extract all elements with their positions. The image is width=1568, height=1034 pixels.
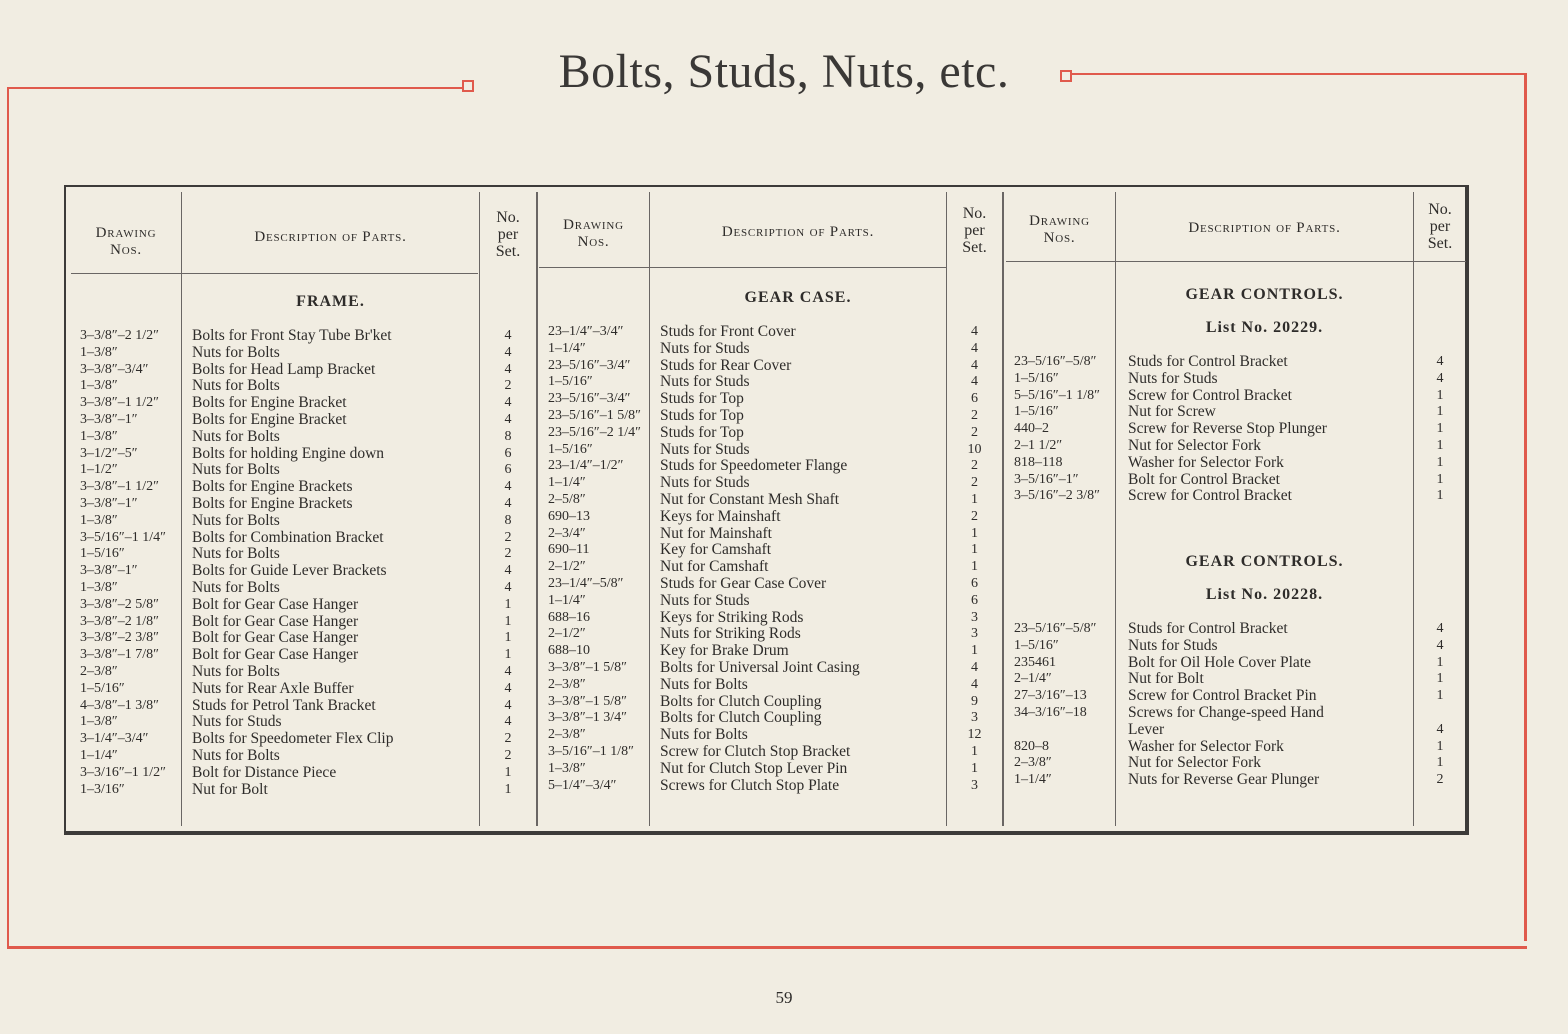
part-description: Nuts for Bolts — [660, 675, 748, 693]
drawing-number: 1–3/8″ — [80, 378, 118, 394]
drawing-number: 3–3/8″–1 5/8″ — [548, 693, 627, 709]
part-description: Nuts for Bolts — [192, 579, 280, 596]
part-description: Nut for Mainshaft — [660, 524, 772, 542]
quantity-per-set: 4 — [971, 374, 978, 390]
part-description: Studs for Front Cover — [660, 323, 796, 340]
quantity-per-set: 1 — [1436, 387, 1444, 403]
drawing-number: 1–3/8″ — [80, 714, 118, 730]
drawing-number: 3–3/8″–3/4″ — [80, 361, 149, 377]
part-description: Nuts for Bolts — [192, 377, 280, 395]
quantity-per-set: 4 — [504, 496, 512, 511]
drawing-number: 1–5/16″ — [1014, 370, 1059, 386]
quantity-per-set: 1 — [1436, 421, 1444, 437]
drawing-number: 3–3/8″–1″ — [80, 496, 138, 511]
quantity-per-set: 1 — [971, 542, 978, 558]
drawing-number: 1–5/16″ — [80, 680, 125, 696]
drawing-number: 690–11 — [548, 542, 590, 558]
part-description: Nut for Clutch Stop Lever Pin — [660, 759, 848, 777]
quantity-per-set: 6 — [971, 576, 978, 591]
part-description: Washer for Selector Fork — [1128, 453, 1284, 471]
drawing-number: 688–10 — [548, 643, 590, 659]
drawing-number: 2–3/4″ — [548, 525, 586, 541]
drawing-number: 3–3/8″–1 5/8″ — [548, 660, 627, 675]
part-description: Bolts for Engine Brackets — [192, 495, 353, 512]
quantity-per-set: 8 — [504, 428, 512, 444]
quantity-per-set: 1 — [1436, 454, 1444, 470]
quantity-per-set: 10 — [967, 441, 982, 457]
drawing-number: 2–3/8″ — [1014, 755, 1052, 771]
part-description: Bolt for Gear Case Hanger — [192, 612, 359, 630]
part-description: Nuts for Bolts — [192, 343, 280, 361]
part-description: Nuts for Bolts — [192, 545, 280, 563]
drawing-number: 5–1/4″–3/4″ — [548, 777, 617, 793]
drawing-number: 1–1/4″ — [548, 592, 586, 608]
drawing-number: 3–3/8″–1″ — [80, 412, 138, 427]
section-title-gear-case: GEAR CASE. — [744, 289, 852, 306]
part-description: Washer for Selector Fork — [1128, 737, 1284, 755]
part-description: Nuts for Studs — [660, 339, 750, 357]
part-description: Studs for Speedometer Flange — [660, 457, 848, 475]
drawing-number: 3–1/4″–3/4″ — [80, 731, 149, 747]
quantity-per-set: 1 — [504, 781, 512, 797]
quantity-per-set: 1 — [971, 643, 978, 659]
part-description: Keys for Striking Rods — [660, 608, 804, 626]
part-description: Studs for Control Bracket — [1128, 620, 1288, 637]
quantity-per-set: 1 — [971, 760, 978, 776]
part-description: Bolts for Head Lamp Bracket — [192, 360, 376, 378]
part-description: Bolts for Clutch Coupling — [660, 692, 822, 710]
quantity-per-set: 2 — [1436, 772, 1444, 788]
part-description: Nut for Camshaft — [660, 558, 769, 576]
quantity-per-set: 4 — [1436, 637, 1444, 653]
col-rule — [536, 192, 538, 826]
part-description: Nuts for Bolts — [192, 663, 280, 680]
quantity-per-set: 4 — [504, 361, 512, 377]
part-description: Nut for Screw — [1128, 403, 1216, 421]
drawing-number: 3–3/8″–1 1/2″ — [80, 479, 159, 495]
part-description: Nuts for Studs — [1128, 636, 1218, 654]
header-drawing-nos: Drawing Nos. — [563, 217, 624, 250]
quantity-per-set: 4 — [971, 324, 978, 339]
page-number: 59 — [775, 988, 793, 1007]
quantity-per-set: 3 — [971, 710, 978, 726]
drawing-number: 1–1/2″ — [80, 462, 118, 478]
part-description: Bolt for Oil Hole Cover Plate — [1128, 653, 1311, 671]
header-description: Description of Parts. — [1188, 220, 1341, 236]
part-description: Bolts for Combination Bracket — [192, 528, 384, 546]
quantity-per-set: 1 — [971, 559, 978, 575]
header-description: Description of Parts. — [254, 229, 407, 245]
section-title-gear-controls-b: GEAR CONTROLS. — [1185, 553, 1344, 570]
part-description: Studs for Top — [660, 423, 744, 441]
drawing-number: 3–5/16″–1 1/8″ — [548, 744, 634, 759]
drawing-number: 1–1/4″ — [80, 748, 118, 763]
drawing-number: 3–3/8″–1 3/4″ — [548, 710, 627, 726]
quantity-per-set: 2 — [504, 529, 512, 545]
part-description: Nuts for Studs — [660, 440, 750, 458]
quantity-per-set: 6 — [504, 445, 512, 461]
part-description: Lever — [1128, 720, 1165, 738]
part-description: Bolt for Gear Case Hanger — [192, 646, 359, 664]
parts-table — [64, 185, 1469, 835]
section-title-gear-controls-a: GEAR CONTROLS. — [1185, 286, 1344, 303]
page-title: Bolts, Studs, Nuts, etc. — [558, 45, 1010, 98]
frame-right — [1524, 73, 1527, 941]
part-description: Bolts for Engine Bracket — [192, 394, 347, 412]
part-description: Bolts for holding Engine down — [192, 444, 385, 462]
part-description: Nuts for Studs — [192, 713, 282, 731]
drawing-number: 23–5/16″–5/8″ — [1014, 621, 1097, 636]
part-description: Nuts for Rear Axle Buffer — [192, 679, 354, 697]
quantity-per-set: 1 — [1436, 488, 1444, 504]
quantity-per-set — [1414, 704, 1466, 721]
quantity-per-set: 1 — [1436, 688, 1444, 704]
drawing-number: 1–3/8″ — [80, 580, 118, 595]
part-description: Bolts for Engine Brackets — [192, 478, 353, 496]
drawing-number: 3–3/8″–2 1/2″ — [80, 328, 159, 343]
drawing-number: 1–5/16″ — [1014, 637, 1059, 653]
quantity-per-set: 4 — [504, 344, 512, 360]
drawing-number: 23–1/4″–5/8″ — [548, 576, 624, 591]
quantity-per-set: 4 — [504, 580, 512, 595]
drawing-number: 2–3/8″ — [80, 664, 118, 679]
drawing-number: 3–3/8″–2 3/8″ — [80, 630, 159, 646]
drawing-number: 2–1 1/2″ — [1014, 438, 1063, 453]
quantity-per-set: 8 — [504, 512, 512, 528]
section-title-frame: FRAME. — [296, 293, 365, 310]
quantity-per-set: 2 — [504, 546, 512, 562]
drawing-number: 3–3/8″–1 1/2″ — [80, 395, 159, 411]
header-rule — [71, 273, 478, 274]
drawing-number: 2–3/8″ — [548, 676, 586, 692]
part-description: Nuts for Bolts — [192, 427, 280, 445]
part-description: Nuts for Bolts — [192, 747, 280, 764]
quantity-per-set: 4 — [504, 680, 512, 696]
drawing-number: 23–5/16″–2 1/4″ — [548, 424, 641, 440]
quantity-per-set: 6 — [504, 462, 512, 478]
part-description: Screw for Reverse Stop Plunger — [1128, 420, 1327, 438]
drawing-number: 2–5/8″ — [548, 492, 586, 507]
part-description: Studs for Control Bracket — [1128, 353, 1288, 370]
quantity-per-set: 2 — [971, 424, 978, 440]
quantity-per-set: 1 — [1436, 404, 1444, 420]
quantity-per-set: 4 — [1436, 621, 1444, 636]
part-description: Bolt for Distance Piece — [192, 763, 337, 781]
quantity-per-set: 2 — [504, 378, 512, 394]
quantity-per-set: 4 — [504, 664, 512, 679]
drawing-number: 3–1/2″–5″ — [80, 445, 138, 461]
part-description: Screw for Clutch Stop Bracket — [660, 743, 851, 760]
drawing-number: 4–3/8″–1 3/8″ — [80, 697, 159, 713]
drawing-number: 23–1/4″–1/2″ — [548, 458, 624, 474]
quantity-per-set: 1 — [1436, 471, 1444, 487]
drawing-number: 2–1/2″ — [548, 559, 586, 575]
quantity-per-set: 1 — [1436, 654, 1444, 670]
drawing-number: 3–3/8″–2 5/8″ — [80, 596, 159, 612]
quantity-per-set: 4 — [1436, 721, 1444, 737]
quantity-per-set: 3 — [971, 626, 978, 642]
quantity-per-set: 3 — [971, 777, 978, 793]
drawing-number: 1–3/8″ — [80, 512, 118, 528]
drawing-number: 3–5/16″–2 3/8″ — [1014, 488, 1100, 504]
col-rule — [649, 192, 650, 826]
part-description: Nuts for Studs — [1128, 369, 1218, 387]
part-description: Studs for Gear Case Cover — [660, 575, 827, 592]
drawing-number: 3–3/8″–2 1/8″ — [80, 613, 159, 629]
part-description: Nut for Bolt — [192, 780, 268, 798]
part-description: Bolt for Control Bracket — [1128, 470, 1280, 488]
header-per-set: No. per Set. — [495, 209, 521, 260]
quantity-per-set: 12 — [967, 727, 982, 743]
part-description: Bolt for Gear Case Hanger — [192, 595, 359, 613]
part-description: Nuts for Bolts — [660, 726, 748, 744]
quantity-per-set: 6 — [971, 592, 978, 608]
header-rule — [1006, 261, 1466, 262]
drawing-number: 688–16 — [548, 609, 590, 625]
part-description: Key for Camshaft — [660, 541, 772, 559]
col-rule — [181, 192, 182, 826]
part-description: Nut for Constant Mesh Shaft — [660, 491, 840, 508]
part-description: Nut for Bolt — [1128, 670, 1204, 688]
drawing-number: 1–1/4″ — [548, 475, 586, 491]
quantity-per-set: 4 — [504, 412, 512, 427]
drawing-number: 1–3/8″ — [80, 344, 118, 360]
header-drawing-nos: Drawing Nos. — [95, 225, 157, 258]
frame-bottom — [7, 946, 1527, 949]
drawing-number: 3–3/8″–1 7/8″ — [80, 647, 159, 663]
drawing-number: 27–3/16″–13 — [1014, 688, 1087, 704]
col-rule — [1002, 192, 1004, 826]
drawing-number: 23–5/16″–1 5/8″ — [548, 408, 641, 423]
part-description: Nuts for Bolts — [192, 511, 280, 529]
section-list-no-b: List No. 20228. — [1205, 586, 1324, 603]
quantity-per-set: 4 — [971, 660, 978, 675]
drawing-number: 34–3/16″–18 — [1014, 705, 1087, 720]
quantity-per-set: 4 — [1436, 370, 1444, 386]
part-description: Nuts for Studs — [660, 373, 750, 391]
drawing-number: 1–5/16″ — [548, 374, 593, 390]
drawing-number: 23–5/16″–5/8″ — [1014, 354, 1097, 369]
drawing-number: 3–5/16″–1″ — [1014, 471, 1079, 487]
drawing-number — [1014, 721, 1114, 738]
quantity-per-set: 4 — [971, 676, 978, 692]
part-description: Bolts for Front Stay Tube Br'ket — [192, 327, 392, 344]
drawing-number: 690–13 — [548, 508, 590, 524]
part-description: Bolts for Universal Joint Casing — [660, 659, 860, 676]
part-description: Bolts for Guide Lever Brackets — [192, 562, 387, 580]
drawing-number: 1–1/4″ — [1014, 772, 1052, 788]
header-per-set: No. per Set. — [1427, 201, 1453, 252]
frame-left — [7, 87, 9, 949]
part-description: Bolt for Gear Case Hanger — [192, 629, 359, 647]
quantity-per-set: 1 — [504, 596, 512, 612]
quantity-per-set: 4 — [1436, 354, 1444, 369]
part-description: Studs for Top — [660, 407, 744, 424]
part-description: Screw for Control Bracket Pin — [1128, 687, 1317, 705]
quantity-per-set: 4 — [504, 714, 512, 730]
part-description: Screws for Clutch Stop Plate — [660, 776, 840, 794]
part-description: Bolts for Speedometer Flex Clip — [192, 730, 394, 748]
quantity-per-set: 6 — [971, 391, 978, 407]
quantity-per-set: 1 — [504, 630, 512, 646]
quantity-per-set: 1 — [971, 492, 978, 507]
drawing-number: 1–3/8″ — [548, 760, 586, 776]
part-description: Studs for Top — [660, 390, 744, 408]
quantity-per-set: 2 — [504, 748, 512, 763]
drawing-number: 3–3/8″–1″ — [80, 563, 138, 579]
quantity-per-set: 1 — [1436, 738, 1444, 754]
drawing-number: 1–5/16″ — [80, 546, 125, 562]
drawing-number: 23–5/16″–3/4″ — [548, 391, 631, 407]
quantity-per-set: 4 — [971, 340, 978, 356]
quantity-per-set: 2 — [504, 731, 512, 747]
part-description: Bolts for Clutch Coupling — [660, 709, 822, 727]
drawing-number: 5–5/16″–1 1/8″ — [1014, 387, 1100, 403]
part-description: Key for Brake Drum — [660, 642, 789, 660]
quantity-per-set: 1 — [504, 764, 512, 780]
quantity-per-set: 4 — [504, 395, 512, 411]
drawing-number: 1–5/16″ — [548, 441, 593, 457]
drawing-number: 1–5/16″ — [1014, 404, 1059, 420]
quantity-per-set: 1 — [971, 525, 978, 541]
drawing-number: 2–1/4″ — [1014, 671, 1052, 687]
quantity-per-set: 1 — [504, 613, 512, 629]
drawing-number: 440–2 — [1014, 421, 1049, 437]
header-description: Description of Parts. — [721, 224, 875, 240]
part-description: Nuts for Striking Rods — [660, 625, 801, 643]
part-description: Screw for Control Bracket — [1128, 487, 1292, 505]
part-description: Nut for Selector Fork — [1128, 754, 1262, 772]
quantity-per-set: 2 — [971, 458, 978, 474]
drawing-number: 23–1/4″–3/4″ — [548, 324, 624, 339]
section-list-no-a: List No. 20229. — [1205, 319, 1324, 336]
drawing-number: 23–5/16″–3/4″ — [548, 357, 631, 373]
quantity-per-set: 2 — [971, 475, 978, 491]
quantity-per-set: 1 — [1436, 671, 1444, 687]
quantity-per-set: 3 — [971, 609, 978, 625]
part-description: Bolts for Engine Bracket — [192, 411, 347, 428]
part-description: Screws for Change-speed Hand — [1128, 704, 1324, 721]
drawing-number: 820–8 — [1014, 738, 1049, 754]
part-description: Nuts for Studs — [660, 474, 750, 492]
quantity-per-set: 4 — [504, 479, 512, 495]
part-description: Keys for Mainshaft — [660, 507, 781, 525]
header-per-set: No. per Set. — [962, 205, 987, 256]
part-description: Nuts for Studs — [660, 591, 750, 609]
part-description: Nuts for Reverse Gear Plunger — [1128, 771, 1320, 789]
quantity-per-set: 1 — [1436, 755, 1444, 771]
part-description: Studs for Petrol Tank Bracket — [192, 696, 376, 714]
part-description: Nut for Selector Fork — [1128, 437, 1262, 454]
drawing-number: 3–5/16″–1 1/4″ — [80, 529, 166, 545]
quantity-per-set: 9 — [971, 693, 978, 709]
quantity-per-set: 1 — [1436, 438, 1444, 453]
quantity-per-set: 2 — [971, 508, 978, 524]
drawing-number: 1–3/8″ — [80, 428, 118, 444]
drawing-number: 235461 — [1014, 654, 1056, 670]
drawing-number: 2–3/8″ — [548, 727, 586, 743]
quantity-per-set: 1 — [971, 744, 978, 759]
quantity-per-set: 1 — [504, 647, 512, 663]
quantity-per-set: 4 — [504, 697, 512, 713]
quantity-per-set: 4 — [504, 563, 512, 579]
part-description: Studs for Rear Cover — [660, 356, 792, 374]
header-rule — [539, 267, 946, 268]
quantity-per-set: 4 — [504, 328, 512, 343]
drawing-number: 818–118 — [1014, 454, 1063, 470]
drawing-number: 2–1/2″ — [548, 626, 586, 642]
quantity-per-set: 4 — [971, 357, 978, 373]
drawing-number: 1–1/4″ — [548, 340, 586, 356]
header-drawing-nos: Drawing Nos. — [1029, 213, 1090, 246]
part-description: Nuts for Bolts — [192, 461, 280, 479]
part-description: Screw for Control Bracket — [1128, 386, 1292, 404]
quantity-per-set: 2 — [971, 408, 978, 423]
drawing-number: 1–3/16″ — [80, 781, 125, 797]
drawing-number: 3–3/16″–1 1/2″ — [80, 764, 166, 780]
